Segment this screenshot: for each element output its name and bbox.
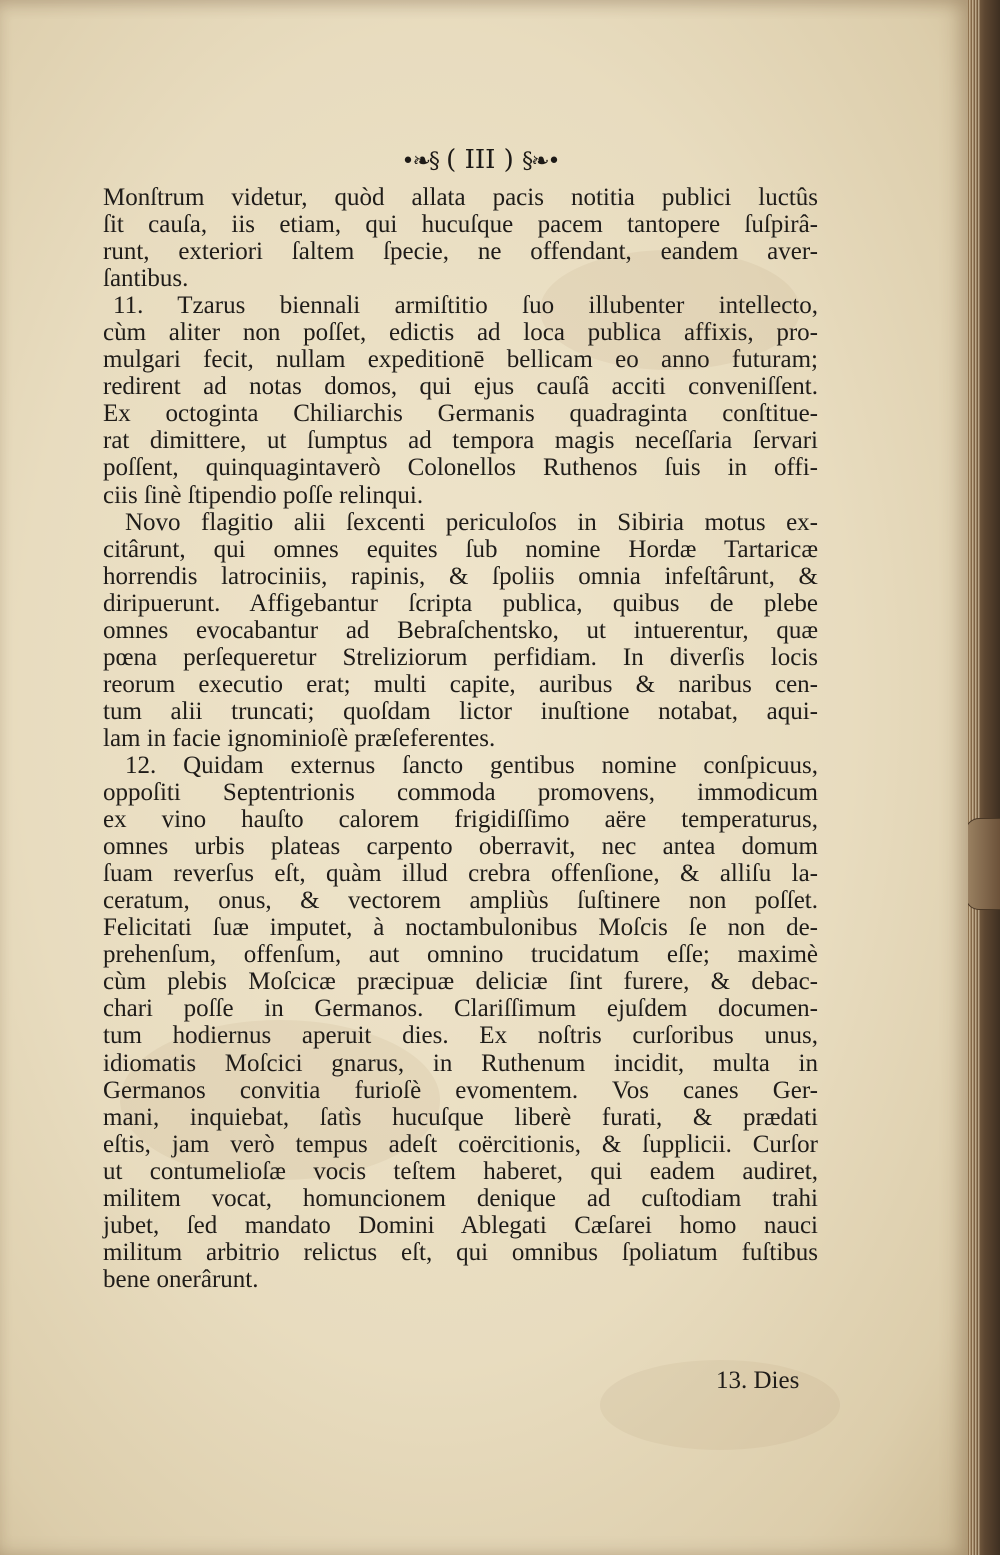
text-line: Felicitati ſuæ imputet, à noctambulonibus Moſcis ſe non de-: [103, 914, 818, 942]
body-text: [103, 184, 818, 1293]
paragraph-start-line: 11. Tzarus biennali armiſtitio ſuo illubenter intellecto,: [113, 292, 818, 320]
text-line: ut contumelioſæ vocis teſtem haberet, qui eadem audiret,: [103, 1157, 818, 1185]
fleuron-left-icon: •❧§: [401, 149, 438, 174]
fleuron-right-icon: §❧•: [522, 149, 559, 174]
text-line: diripuerunt. Affigebantur ſcripta publica, quibus de plebe: [103, 589, 818, 617]
running-head: [360, 140, 600, 180]
text-line: ſantibus.: [103, 265, 189, 293]
text-line: militem vocat, homuncionem denique ad cuſtodiam trahi: [103, 1184, 818, 1212]
text-line: militum arbitrio relictus eſt, qui omnibus ſpoliatum fuſtibus: [103, 1238, 818, 1266]
text-line: horrendis latrociniis, rapinis, & ſpoliis omnia infeſtârunt, &: [103, 562, 818, 590]
text-line: reorum executio erat; multi capite, auribus & naribus cen-: [103, 670, 818, 698]
text-line: prehenſum, offenſum, aut omnino trucidatum eſſe; maximè: [103, 941, 818, 969]
text-line: rat dimittere, ut ſumptus ad tempora magis neceſſaria ſervari: [103, 427, 818, 455]
text-line: jubet, ſed mandato Domini Ablegati Cæſarei homo nauci: [103, 1211, 818, 1239]
page-tab: [965, 818, 1000, 910]
text-line: lam in facie ignominioſè præſeferentes.: [103, 724, 496, 752]
text-line: tum alii truncati; quoſdam lictor inuſtione notabat, aqui-: [103, 697, 818, 725]
text-line: pœna perſequeretur Streliziorum perfidiam. In diverſis locis: [103, 643, 818, 671]
text-line: poſſent, quinquagintaverò Colonellos Ruthenos ſuis in offi-: [103, 454, 818, 482]
text-line: ſuam reverſus eſt, quàm illud crebra offenſione, & alliſu la-: [103, 860, 818, 888]
text-line: omnes evocabantur ad Bebraſchentsko, ut intuerentur, quæ: [103, 616, 818, 644]
paragraph-start-line: 12. Quidam externus ſancto gentibus nomine conſpicuus,: [125, 751, 818, 779]
text-line: mulgari fecit, nullam expeditionē bellicam eo anno futuram;: [103, 346, 818, 374]
text-line: eſtis, jam verò tempus adeſt coërcitionis, & ſupplicii. Curſor: [103, 1130, 818, 1158]
text-line: Monſtrum videtur, quòd allata pacis notitia publici luctûs: [103, 184, 818, 211]
text-line: redirent ad notas domos, qui ejus cauſâ acciti conveniſſent.: [103, 373, 818, 401]
page-edge-stack-lines: [966, 0, 980, 1555]
text-line: bene onerârunt.: [103, 1265, 259, 1293]
text-line: ceratum, onus, & vectorem ampliùs ſuſtinere non poſſet.: [103, 887, 818, 915]
text-line: cùm plebis Moſcicæ præcipuæ deliciæ ſint furere, & debac-: [103, 968, 818, 996]
text-line: cùm aliter non poſſet, edictis ad loca publica affixis, pro-: [103, 319, 818, 347]
text-line: mani, inquiebat, ſatìs hucuſque liberè furati, & prædati: [103, 1103, 818, 1131]
text-line: Germanos convitia furioſè evomentem. Vos canes Ger-: [103, 1076, 818, 1104]
paragraph-start-line: Novo flagitio alii ſexcenti periculoſos in Sibiria motus ex-: [125, 508, 818, 536]
text-line: chari poſſe in Germanos. Clariſſimum ejuſdem documen-: [103, 995, 818, 1023]
text-line: oppoſiti Septentrionis commoda promovens, immodicum: [103, 779, 818, 807]
text-line: Ex octoginta Chiliarchis Germanis quadraginta conſtitue-: [103, 400, 818, 428]
page-number: ( III ): [446, 145, 514, 175]
text-line: ciis ſinè ſtipendio poſſe relinqui.: [103, 481, 424, 509]
text-line: citârunt, qui omnes equites ſub nomine Hordæ Tartaricæ: [103, 535, 818, 563]
text-line: tum hodiernus aperuit dies. Ex noſtris curſoribus unus,: [103, 1022, 818, 1050]
text-line: runt, exteriori ſaltem ſpecie, ne offendant, eandem aver-: [103, 238, 818, 266]
catchword: 13. Dies: [716, 1367, 800, 1394]
text-line: idiomatis Moſcici gnarus, in Ruthenum incidit, multa in: [103, 1049, 818, 1077]
text-line: omnes urbis plateas carpento oberravit, nec antea domum: [103, 833, 818, 861]
text-line: ex vino hauſto calorem frigidiſſimo aëre temperaturus,: [103, 806, 818, 834]
text-line: ſit cauſa, iis etiam, qui hucuſque pacem tantopere ſuſpirâ-: [103, 211, 818, 239]
